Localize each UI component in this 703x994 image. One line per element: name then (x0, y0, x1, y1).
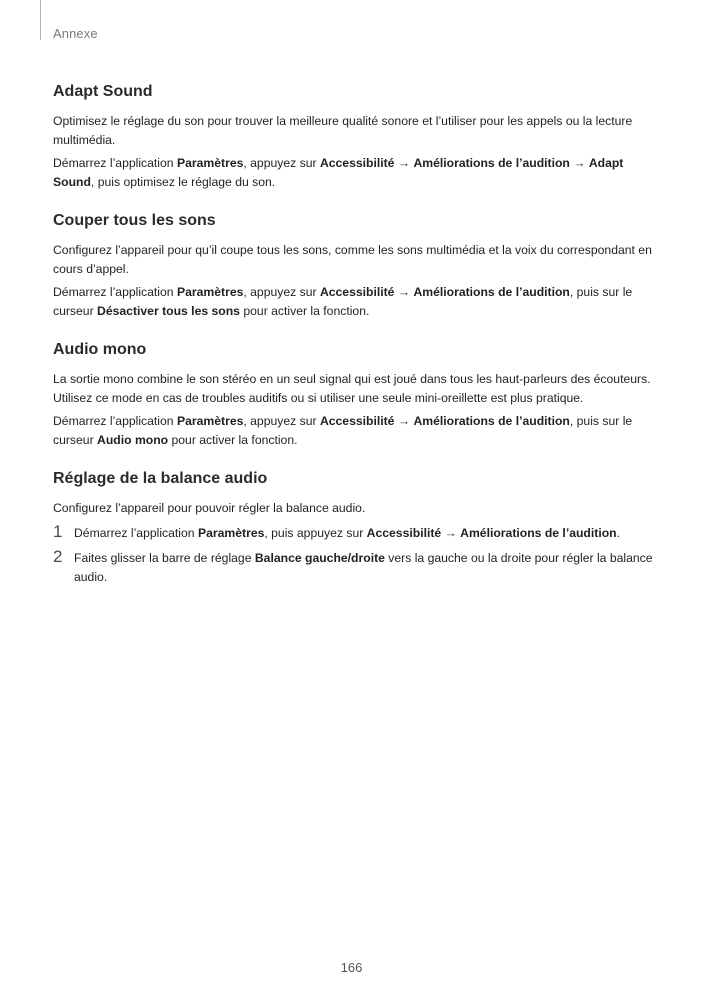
menu-path-item: Améliorations de l’audition (413, 414, 570, 428)
section-title: Réglage de la balance audio (53, 470, 268, 487)
section-adapt-sound (53, 82, 653, 192)
section-description: Optimisez le réglage du son pour trouver la meilleure qualité sonore et l’utiliser pour les appels ou la lecture multimédia. (53, 114, 633, 147)
step-item: 2 Faites glisser la barre de réglage Balance gauche/droite vers la gauche ou la droite pour régler la balance audio. (53, 547, 653, 584)
menu-path-item: Paramètres (176, 285, 244, 299)
menu-path-item: Accessibilité (319, 285, 395, 299)
section-instructions: Démarrez l’application Paramètres, appuyez sur Accessibilité → Améliorations de l’audition, puis sur le curseur Désactiver tous les sons pour activer la fonction. (53, 285, 633, 318)
menu-path-item: Désactiver tous les sons (97, 304, 240, 318)
menu-path-item: Audio mono (97, 433, 169, 447)
header-rule (40, 0, 41, 40)
section-mute-all-sounds (53, 211, 653, 321)
menu-path-item: Accessibilité (366, 526, 442, 540)
menu-path-item: Accessibilité (319, 414, 395, 428)
step-number: 2 (53, 547, 63, 566)
section-title: Audio mono (53, 341, 147, 358)
menu-path-item: Adapt Sound (53, 156, 624, 189)
menu-path-item: Améliorations de l’audition (413, 285, 570, 299)
menu-path-item: Paramètres (176, 156, 244, 170)
section-title: Adapt Sound (53, 83, 153, 100)
step-number: 1 (53, 522, 63, 541)
section-instructions: Démarrez l’application Paramètres, appuyez sur Accessibilité → Améliorations de l’audition → Adapt Sound, puis optimisez le réglage du son. (53, 156, 624, 189)
section-description: Configurez l’appareil pour pouvoir régler la balance audio. (53, 501, 366, 515)
step-list (53, 524, 653, 587)
page-number: 166 (340, 960, 363, 975)
page-content (53, 82, 653, 593)
step-item: 1 Démarrez l’application Paramètres, puis appuyez sur Accessibilité → Améliorations de l’audition. (53, 522, 620, 541)
section-instructions: Démarrez l’application Paramètres, appuyez sur Accessibilité → Améliorations de l’audition, puis sur le curseur Audio mono pour activer la fonction. (53, 414, 633, 447)
menu-path-item: Accessibilité (319, 156, 395, 170)
running-header: Annexe (53, 26, 98, 41)
menu-path-item: Paramètres (197, 526, 265, 540)
section-title: Couper tous les sons (53, 212, 216, 229)
menu-path-item: Paramètres (176, 414, 244, 428)
section-description: Configurez l’appareil pour qu’il coupe tous les sons, comme les sons multimédia et la voix du correspondant en cours d’appel. (53, 243, 652, 276)
menu-path-item: Améliorations de l’audition (413, 156, 570, 170)
menu-path-item: Balance gauche/droite (254, 551, 385, 565)
section-audio-mono (53, 340, 653, 450)
menu-path-item: Améliorations de l’audition (460, 526, 617, 540)
section-description: La sortie mono combine le son stéréo en un seul signal qui est joué dans tous les haut-parleurs des écouteurs. Utilisez ce mode en cas de troubles auditifs ou si utiliser une seule mini-oreillette est plus pratique. (53, 372, 651, 405)
section-audio-balance (53, 469, 653, 587)
